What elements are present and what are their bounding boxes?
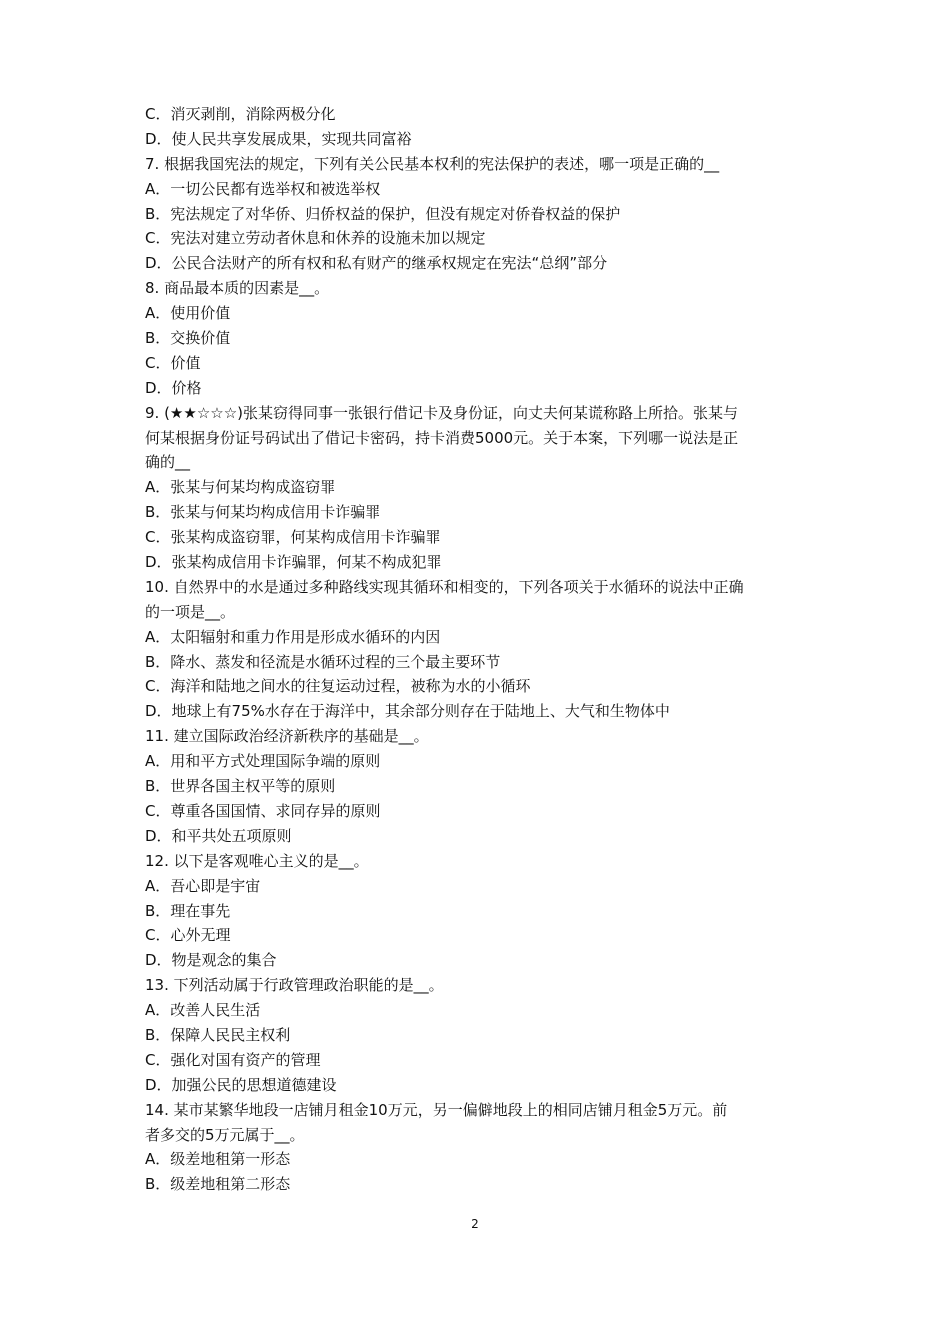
text-line: D．和平共处五项原则 (145, 826, 292, 845)
text-line: B．宪法规定了对华侨、归侨权益的保护，但没有规定对侨眷权益的保护 (145, 204, 621, 223)
text-line: B．世界各国主权平等的原则 (145, 777, 336, 796)
text-line: A．使用价值 (145, 304, 231, 323)
text-line: 12. 以下是客观唯心主义的是__。 (145, 851, 369, 870)
text-line: 11. 建立国际政治经济新秩序的基础是__。 (145, 727, 429, 746)
text-line: B．级差地租第二形态 (145, 1175, 291, 1194)
text-line: D．使人民共享发展成果，实现共同富裕 (145, 129, 412, 148)
text-line: C．张某构成盗窃罪，何某构成信用卡诈骗罪 (145, 528, 441, 547)
text-line: C．心外无理 (145, 926, 231, 945)
text-line: 7. 根据我国宪法的规定，下列有关公民基本权利的宪法保护的表述，哪一项是正确的__ (145, 154, 720, 173)
text-line: A．张某与何某均构成盗窃罪 (145, 478, 336, 497)
text-line: D．价格 (145, 378, 202, 397)
text-line: 者多交的5万元属于__。 (145, 1125, 305, 1144)
page-content (145, 102, 813, 1197)
text-line: 何某根据身份证号码试出了借记卡密码，持卡消费5000元。关于本案，下列哪一说法是正 (145, 428, 739, 447)
text-line: C．宪法对建立劳动者休息和休养的设施未加以规定 (145, 229, 486, 248)
text-line: C．价值 (145, 353, 201, 372)
text-line: C．尊重各国国情、求同存异的原则 (145, 801, 381, 820)
text-line: D．公民合法财产的所有权和私有财产的继承权规定在宪法“总纲”部分 (145, 254, 608, 273)
text-line: A．改善人民生活 (145, 1001, 261, 1020)
page-number: 2 (471, 1217, 479, 1231)
text-line: D．物是观念的集合 (145, 951, 277, 970)
text-line: 8. 商品最本质的因素是__。 (145, 279, 330, 298)
text-line: A．吾心即是宇宙 (145, 876, 261, 895)
text-line: D．张某构成信用卡诈骗罪，何某不构成犯罪 (145, 553, 442, 572)
text-line: 的一项是__。 (145, 602, 236, 621)
text-line: A．太阳辐射和重力作用是形成水循环的内因 (145, 627, 441, 646)
text-line: A．级差地租第一形态 (145, 1150, 291, 1169)
text-line: C．消灭剥削，消除两极分化 (145, 105, 336, 123)
text-line: 14. 某市某繁华地段一店铺月租金10万元，另一偏僻地段上的相同店铺月租金5万元。前 (145, 1100, 728, 1119)
text-line: B．交换价值 (145, 329, 231, 348)
text-line: A．用和平方式处理国际争端的原则 (145, 752, 381, 771)
text-line: C．强化对国有资产的管理 (145, 1050, 321, 1069)
text-line: B．降水、蒸发和径流是水循环过程的三个最主要环节 (145, 652, 501, 671)
text-line: 13. 下列活动属于行政管理政治职能的是__。 (145, 976, 444, 995)
text-line: B．理在事先 (145, 901, 231, 920)
text-line: D．加强公民的思想道德建设 (145, 1075, 337, 1094)
text-line: 10. 自然界中的水是通过多种路线实现其循环和相变的，下列各项关于水循环的说法中正确 (145, 577, 744, 596)
text-line: A．一切公民都有选举权和被选举权 (145, 179, 381, 198)
text-line: 确的__ (145, 453, 191, 472)
text-line: B．张某与何某均构成信用卡诈骗罪 (145, 503, 381, 522)
text-line: B．保障人民民主权利 (145, 1025, 291, 1044)
text-line: D．地球上有75%水存在于海洋中，其余部分则存在于陆地上、大气和生物体中 (145, 702, 670, 721)
text-line: 9. (★★☆☆☆)张某窃得同事一张银行借记卡及身份证，向丈夫何某谎称路上所拾。张某与 (145, 403, 739, 422)
text-line: C．海洋和陆地之间水的往复运动过程，被称为水的小循环 (145, 677, 531, 696)
